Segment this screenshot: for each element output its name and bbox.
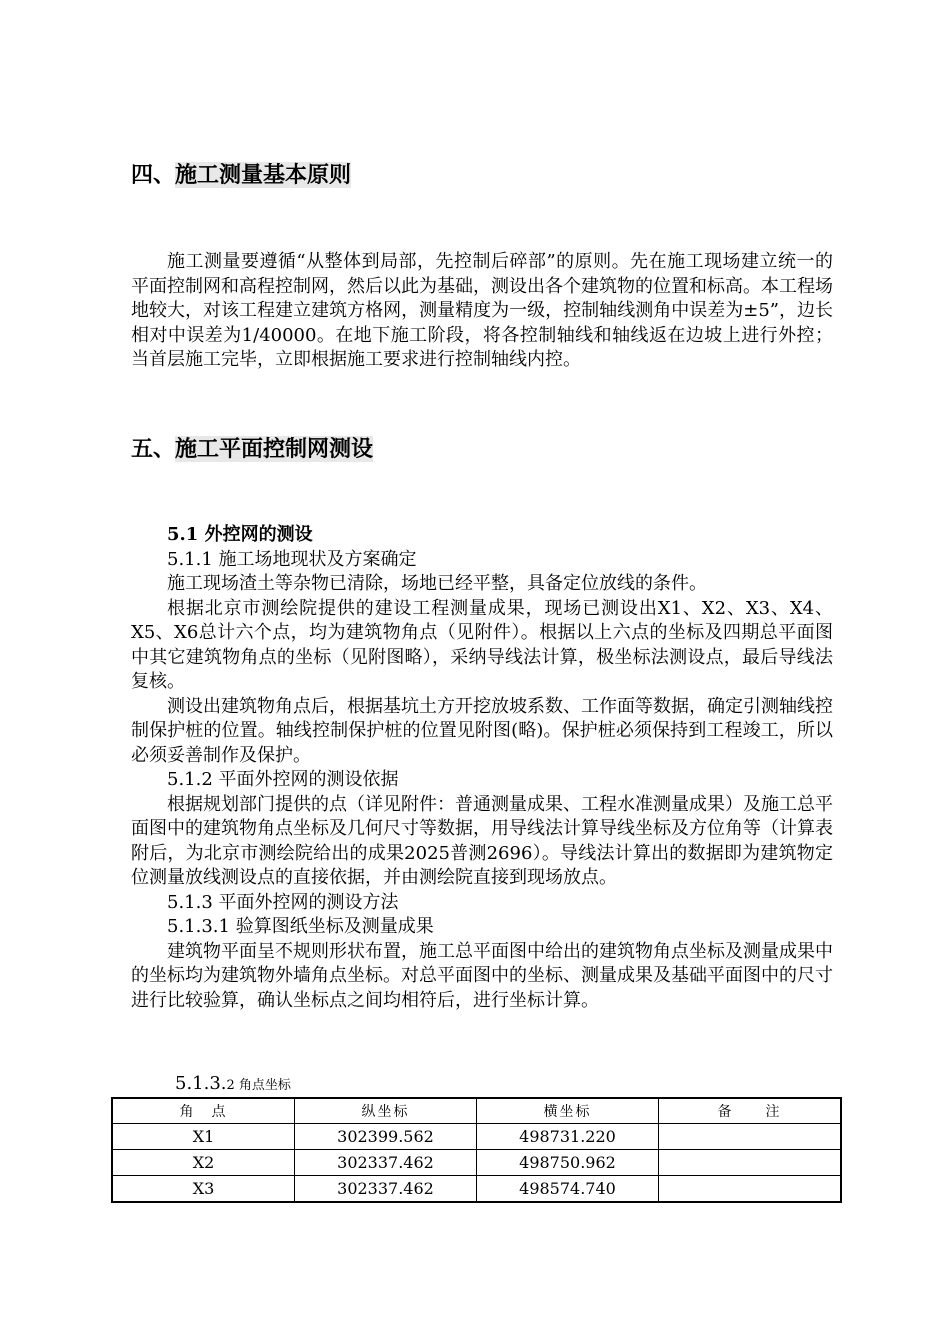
section-4-number: 四、 xyxy=(131,162,176,188)
subsection-5-1-3-1-heading: 5.1.3.1 验算图纸坐标及测量成果 xyxy=(167,916,434,937)
subsection-5-1-2-heading: 5.1.2 平面外控网的测设依据 xyxy=(167,769,399,790)
table-row xyxy=(112,1176,841,1203)
cell-east: 498574.740 xyxy=(477,1176,659,1203)
section-5-body xyxy=(131,523,833,1013)
header-north: 纵坐标 xyxy=(295,1098,477,1124)
paragraph-survey-basis: 根据规划部门提供的点（详见附件：普通测量成果、工程水准测量成果）及施工总平面图中的建筑物角点坐标及几何尺寸等数据，用导线法计算导线坐标及方位角等（计算表附后，为北京市测绘院给出的成果2025普测2696）。导线法计算出的数据即为建筑物定位测量放线测设点的直接依据，并由测绘院直接到现场放点。 xyxy=(131,793,833,888)
cell-east: 498731.220 xyxy=(477,1124,659,1150)
header-point: 角 点 xyxy=(112,1098,295,1124)
subsection-5-1-3-heading: 5.1.3 平面外控网的测设方法 xyxy=(167,891,399,913)
section-4-title: 施工测量基本原则 xyxy=(175,162,352,188)
header-note: 备 注 xyxy=(659,1098,842,1124)
paragraph-protection-piles: 测设出建筑物角点后，根据基坑土方开挖放坡系数、工作面等数据，确定引测轴线控制保护桩的位置。轴线控制保护桩的位置见附图(略)。保护桩必须保持到工程竣工，所以必须妥善制作及保护。 xyxy=(131,695,833,766)
section-4-heading xyxy=(131,160,351,190)
table-row xyxy=(112,1124,841,1150)
paragraph-survey-points: 根据北京市测绘院提供的建设工程测量成果，现场已测设出X1、X2、X3、X4、X5、X6总计六个点，均为建筑物角点（见附件）。根据以上六点的坐标及四期总平面图中其它建筑物角点的坐标（见附图略），采纳导线法计算，极坐标法测设点，最后导线法复核。 xyxy=(131,597,833,692)
table-row xyxy=(112,1150,841,1176)
paragraph-site-status: 施工现场渣土等杂物已清除，场地已经平整，具备定位放线的条件。 xyxy=(167,573,707,594)
cell-note xyxy=(659,1150,842,1176)
table-caption-text: 2 角点坐标 xyxy=(226,1078,291,1093)
paragraph-coordinate-check: 建筑物平面呈不规则形状布置，施工总平面图中给出的建筑物角点坐标及测量成果中的坐标均为建筑物外墙角点坐标。对总平面图中的坐标、测量成果及基础平面图中的尺寸进行比较验算，确认坐标点之间均相符后，进行坐标计算。 xyxy=(131,940,833,1011)
cell-north: 302337.462 xyxy=(295,1150,477,1176)
cell-point: X1 xyxy=(112,1124,295,1150)
section-5-number: 五、 xyxy=(131,436,176,462)
cell-point: X3 xyxy=(112,1176,295,1203)
cell-north: 302399.562 xyxy=(295,1124,477,1150)
cell-point: X2 xyxy=(112,1150,295,1176)
corner-coordinates-table xyxy=(111,1097,842,1203)
cell-north: 302337.462 xyxy=(295,1176,477,1203)
cell-note xyxy=(659,1124,842,1150)
subsection-5-1-1-heading: 5.1.1 施工场地现状及方案确定 xyxy=(167,548,417,570)
header-east: 横坐标 xyxy=(477,1098,659,1124)
cell-east: 498750.962 xyxy=(477,1150,659,1176)
table-caption xyxy=(175,1072,291,1098)
table-header-row xyxy=(112,1098,841,1124)
section-5-heading xyxy=(131,434,373,464)
section-4-body xyxy=(131,250,833,373)
cell-note xyxy=(659,1176,842,1203)
section-5-title: 施工平面控制网测设 xyxy=(175,436,374,462)
section-4-paragraph: 施工测量要遵循“从整体到局部，先控制后碎部”的原则。先在施工现场建立统一的平面控制网和高程控制网，然后以此为基础，测设出各个建筑物的位置和标高。本工程场地较大，对该工程建立建筑方格网，测量精度为一级，控制轴线测角中误差为±5”，边长相对中误差为1/40000。在地下施工阶段，将各控制轴线和轴线返在边坡上进行外控；当首层施工完毕，立即根据施工要求进行控制轴线内控。 xyxy=(131,251,833,370)
subsection-5-1-heading: 5.1 外控网的测设 xyxy=(167,524,313,545)
table-caption-number: 5.1.3. xyxy=(175,1073,227,1094)
